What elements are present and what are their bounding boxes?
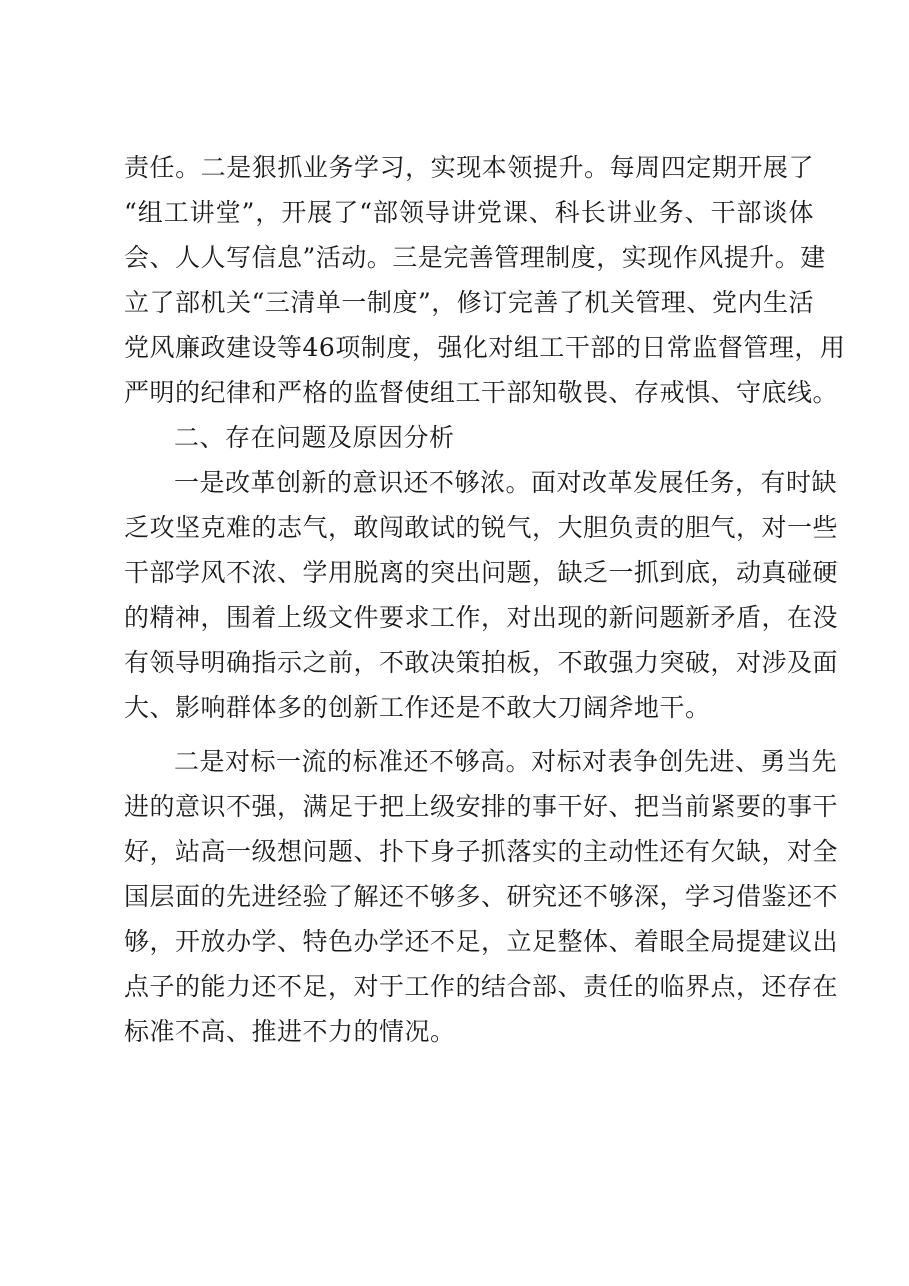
text-line: 大、影响群体多的创新工作还是不敢大刀阔斧地干。: [124, 693, 711, 722]
text-line: 点子的能力还不足，对于工作的结合部、责任的临界点，还存在: [124, 972, 839, 1001]
text-line: 干部学风不浓、学用脱离的突出问题，缺乏一抓到底，动真碰硬: [124, 558, 839, 587]
text-line: 会、人人写信息”活动。三是完善管理制度，实现作风提升。建: [124, 243, 826, 272]
text-line: 够，开放办学、特色办学还不足，立足整体、着眼全局提建议出: [124, 927, 839, 956]
text-line: 党风廉政建设等46项制度，强化对组工干部的日常监督管理，用: [124, 333, 846, 362]
text-line: 责任。二是狠抓业务学习，实现本领提升。每周四定期开展了: [124, 153, 814, 182]
text-line: 二是对标一流的标准还不够高。对标对表争创先进、勇当先: [174, 747, 838, 776]
text-line: “组工讲堂”，开展了“部领导讲党课、科长讲业务、干部谈体: [124, 198, 814, 227]
text-line: 立了部机关“三清单一制度”，修订完善了机关管理、党内生活: [124, 288, 814, 317]
text-line: 的精神，围着上级文件要求工作，对出现的新问题新矛盾，在没: [124, 603, 839, 632]
text-line: 国层面的先进经验了解还不够多、研究还不够深，学习借鉴还不: [124, 882, 839, 911]
text-line: 一是改革创新的意识还不够浓。面对改革发展任务，有时缺: [174, 468, 838, 497]
document-body: [124, 145, 846, 1054]
text-line: 进的意识不强，满足于把上级安排的事干好、把当前紧要的事干: [124, 792, 839, 821]
text-line: 乏攻坚克难的志气，敢闯敢试的锐气，大胆负责的胆气，对一些: [124, 513, 839, 542]
paragraph-gap: [124, 730, 814, 739]
text-line: 有领导明确指示之前，不敢决策拍板，不敢强力突破，对涉及面: [124, 648, 839, 677]
text-line: 好，站高一级想问题、扑下身子抓落实的主动性还有欠缺，对全: [124, 837, 839, 866]
section-heading: 二、存在问题及原因分析: [174, 423, 455, 452]
text-line: 标准不高、推进不力的情况。: [124, 1017, 456, 1046]
text-line: 严明的纪律和严格的监督使组工干部知敬畏、存戒惧、守底线。: [124, 378, 839, 407]
